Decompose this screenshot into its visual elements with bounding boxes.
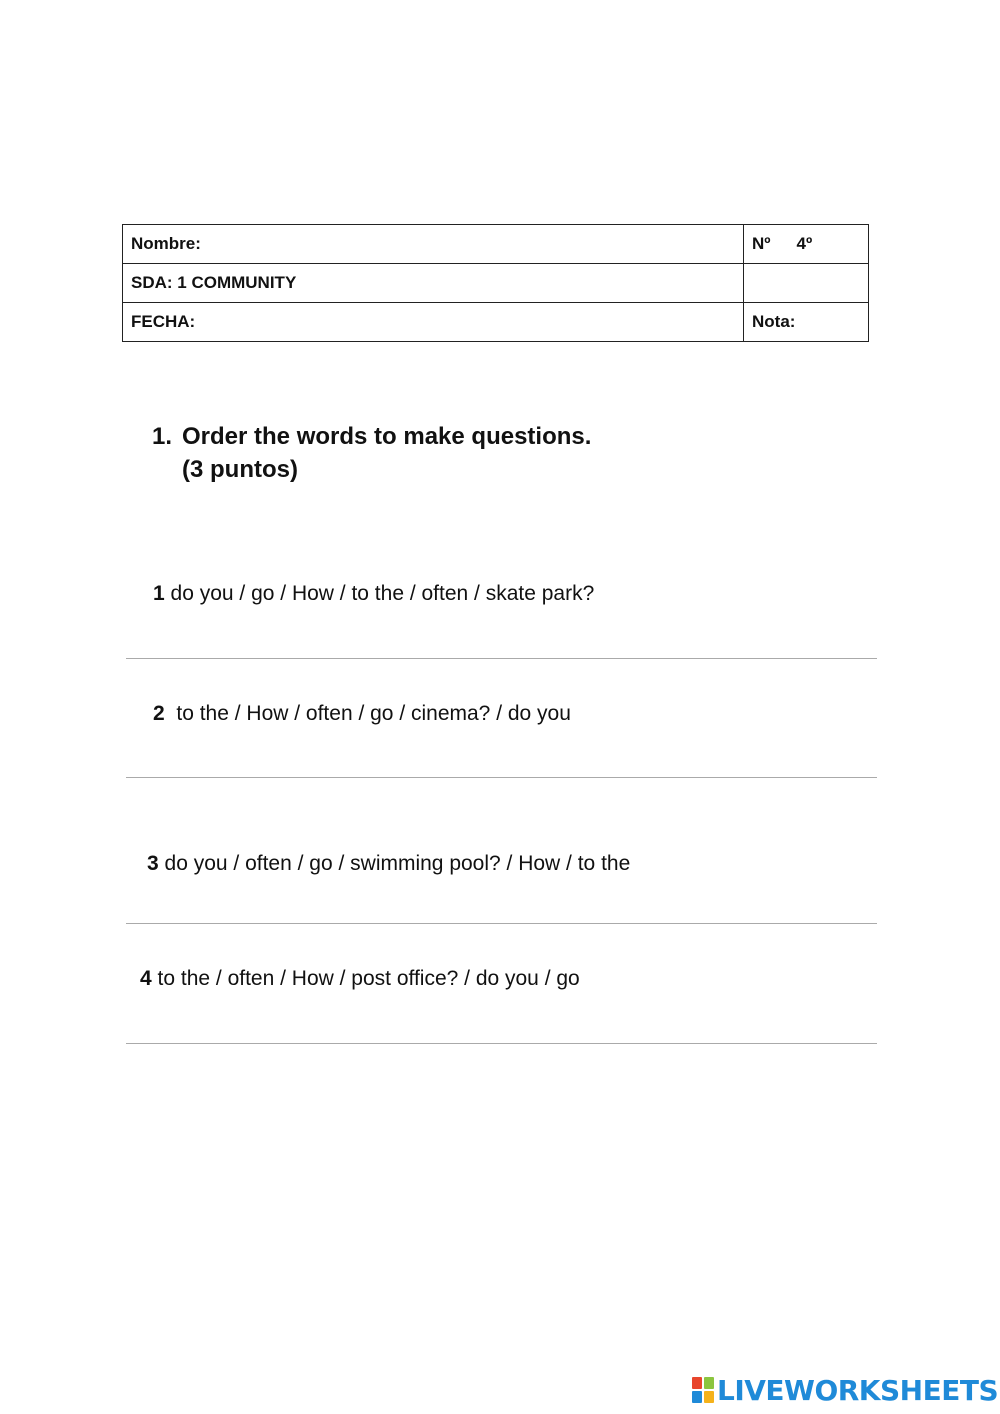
question-item — [140, 966, 580, 992]
logo-square — [692, 1391, 702, 1403]
exercise-title: Order the words to make questions. — [182, 423, 592, 450]
question-text: to the / often / How / post office? / do you / go — [151, 967, 580, 990]
answer-line[interactable] — [126, 1043, 877, 1044]
number-label: Nº — [752, 234, 771, 253]
answer-line[interactable] — [126, 777, 877, 778]
number-cell[interactable] — [744, 225, 869, 264]
date-cell[interactable] — [123, 303, 744, 342]
student-info-table — [122, 224, 869, 342]
question-number: 3 — [147, 852, 159, 875]
date-label: FECHA: — [131, 312, 196, 331]
logo-square — [704, 1391, 714, 1403]
question-number: 4 — [140, 967, 152, 990]
question-text: to the / How / often / go / cinema? / do you — [164, 702, 571, 725]
grade-label: Nota: — [752, 312, 796, 331]
sda-cell — [123, 264, 744, 303]
grade-value: 4º — [796, 234, 813, 253]
answer-line[interactable] — [126, 658, 877, 659]
liveworksheets-brand — [692, 1374, 998, 1406]
name-cell[interactable] — [123, 225, 744, 264]
logo-square — [704, 1377, 714, 1389]
sda-label: SDA: 1 COMMUNITY — [131, 273, 297, 292]
question-text: do you / often / go / swimming pool? / How / to the — [158, 852, 631, 875]
brand-name: LIVEWORKSHEETS — [717, 1373, 999, 1407]
exercise-number: 1. — [152, 423, 173, 450]
question-text: do you / go / How / to the / often / skate park? — [164, 582, 595, 605]
grade-cell[interactable] — [744, 303, 869, 342]
logo-square — [692, 1377, 702, 1389]
exercise-heading — [152, 420, 591, 486]
question-item — [153, 701, 571, 727]
question-number: 2 — [153, 702, 165, 725]
question-item — [147, 851, 630, 877]
name-label: Nombre: — [131, 234, 201, 253]
exercise-points: (3 puntos) — [182, 456, 298, 483]
empty-cell — [744, 264, 869, 303]
answer-line[interactable] — [126, 923, 877, 924]
liveworksheets-logo-icon — [692, 1377, 714, 1403]
question-number: 1 — [153, 582, 165, 605]
question-item — [153, 581, 594, 607]
